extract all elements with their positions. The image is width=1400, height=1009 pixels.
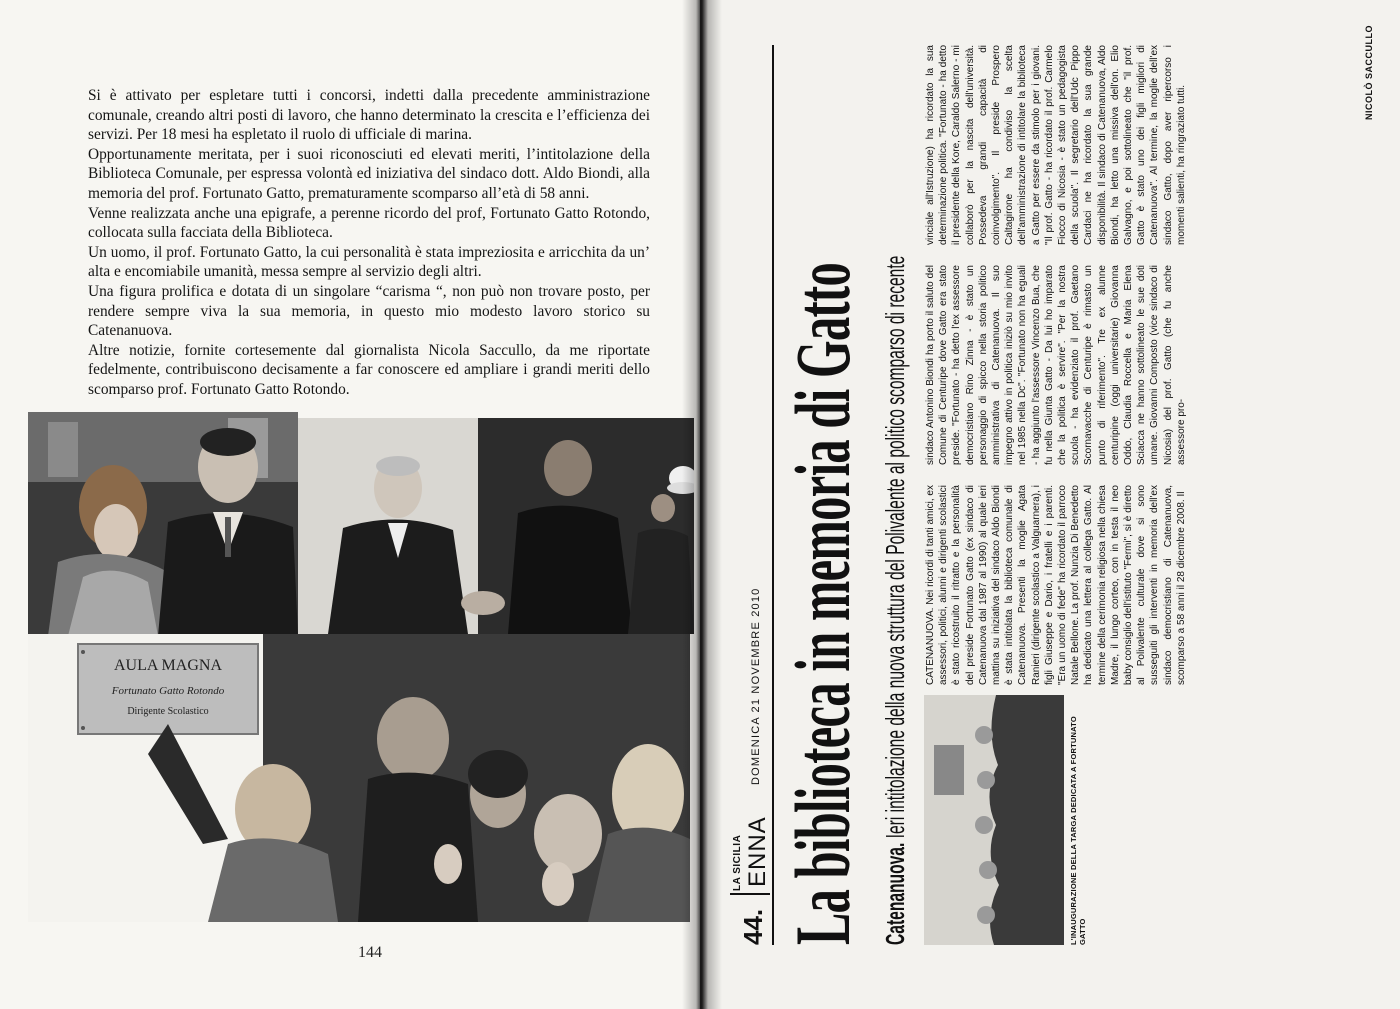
body-text xyxy=(88,86,650,400)
paragraph: Un uomo, il prof. Fortunato Gatto, la cui personalità è stata impreziosita e arricchita da un’ alta e encomiabile umanità, messa sempre al servizio degli altri. xyxy=(88,243,650,281)
photo-couple xyxy=(28,412,298,636)
byline: NICOLÒ SACCULLO xyxy=(1364,25,1374,120)
article-column: sindaco Antonino Biondi ha porto il saluto del Comune di Centuripe dove Gatto era stato preside. "Fortunato - ha detto l'ex assessore democristiano Rino Zinna - è stato un personaggio di spicco nella storia politico amministrativa di Catenanuova. Il suo impegno attivo in politica iniziò su mio invito nel 1985 nella Dc". "Fortunato non ha eguali - ha aggiunto l'assessore Vincenzo Bua, che fu nella Giunta Gatto - Da lui ho imparato che la politica è servire". "Per la nostra scuola - ha evidenziato il prof. Gaetano Scornavacche di Centuripe è rimasto un punto di riferimento". Tre ex alunne centuripine (oggi universitarie) Giovanna Oddo, Claudia Roccella e Maria Elena Sciacca ne hanno sottolineato le sue doti umane. Giovanni Composto (vice sindaco di Nicosia) del prof. Gatto (che fu anche assessore pro- xyxy=(925,265,1187,465)
book-gutter xyxy=(682,0,722,1009)
subhead-text: Ieri intitolazione della nuova struttura del Polivalente al politico scomparso di recente xyxy=(880,255,910,843)
newspaper-headline: La biblioteca in memoria di Gatto xyxy=(779,262,866,945)
paragraph: Altre notizie, fornite cortesemente dal giornalista Nicola Saccullo, da me riportate fedelmente, contribuiscono decisamente a far conoscere ed ampliare i grandi meriti dello scomparso prof. Fortunato Gatto Rotondo. xyxy=(88,341,650,398)
newspaper-section: ENNA xyxy=(744,816,771,887)
plaque-name: Fortunato Gatto Rotondo xyxy=(111,685,225,697)
newspaper-name: LA SICILIA xyxy=(732,834,743,891)
paragraph: Si è attivato per espletare tutti i concorsi, indetti dalla precedente amministrazione comunale, creando altri posti di lavoro, che hanno determinato la crescita e l’efficienza dei servizi. Per 18 mesi ha espletato il ruolo di ufficiale di marina. xyxy=(88,87,650,144)
photo-plaque-unveiling xyxy=(28,634,690,922)
paragraph: Venne realizzata anche una epigrafe, a perenne ricordo del prof, Fortunato Gatto Rotondo, collocata sulla facciata della Biblioteca. xyxy=(88,204,650,242)
paragraph: Una figura prolifica e dotata di un singolare “carisma “, non può non trovare posto, per rendere sempre viva la sua memoria, in questo mio modesto lavoro storico su Catenanuova. xyxy=(88,282,650,340)
paragraph: Opportunamente meritata, per i suoi riconosciuti ed elevati meriti, l’intitolazione della Biblioteca Comunale, per espressa volontà ed iniziativa del sindaco dott. Aldo Biondi, alla memoria del prof. Fortunato Gatto, prematuramente scomparso all’età di 58 anni. xyxy=(88,145,650,202)
newspaper-date: DOMENICA 21 NOVEMBRE 2010 xyxy=(750,587,762,785)
photo-handshake xyxy=(298,418,694,634)
photo-caption: L'INAUGURAZIONE DELLA TARGA DEDICATA A FORTUNATO GATTO xyxy=(1069,716,1087,945)
newspaper-header xyxy=(728,45,774,945)
newspaper-subhead xyxy=(880,45,910,945)
plaque-role: Dirigente Scolastico xyxy=(127,706,209,717)
article-columns xyxy=(924,25,1374,685)
newspaper-photo xyxy=(924,695,1064,945)
article-column: CATENANUOVA. Nei ricordi di tanti amici, ex assessori, politici, alunni e dirigenti scolastici è stato ricostruito il ritratto e la personalità del preside Fortunato Gatto (ex sindaco di Catenanuova dal 1987 al 1990) al quale ieri mattina su iniziativa del sindaco Aldo Biondi è stata intitolata la biblioteca comunale di Catenanuova. Presenti la moglie Agata Ranieri (dirigente scolastico a Valguarnera), i figli Giuseppe e Dario, i fratelli e i parenti. "Era un uomo di fede" ha ricordato il parroco Natale Bellone. La prof. Nunzia Di Benedetto ha dedicato una lettera al collega Gatto. Al termine della cerimonia religiosa nella chiesa Madre, il lungo corteo, con in testa il neo baby consiglio dell'istituto "Fermi", si è diretto al Polivalente culturale dove si sono susseguiti gli interventi in memoria dell'ex sindaco democristiano di Catenanuova, scomparso a 58 anni il 28 dicembre 2008. Il xyxy=(925,485,1187,685)
header-divider xyxy=(730,893,770,895)
subhead-town: Catenanuova. xyxy=(880,842,910,945)
newspaper-page-number: 44. xyxy=(738,908,768,945)
article-column: vinciale all'Istruzione) ha ricordato la sua determinazione politica. "Fortunato - ha detto il presidente della Kore, Caraldo Salerno - mi collaborò per la nascita dell'università. Possedeva grandi capacità di coinvolgimento". Il preside Prospero Caltagirone ha condiviso la scelta dell'amministrazione di intitolare la biblioteca a Gatto per essere da stimolo per i giovani. "Il prof. Gatto - ha ricordato il prof. Carmelo Fiocco di Nicosia - è stato un pedagogista della scuola". Il segretario dell'Udc Pippo Cardaci ne ha ricordato la sua grande disponibilità. Il sindaco di Catenanuova, Aldo Biondi, ha letto una missiva dell'on. Elio Galvagno, e poi sottolineato che "il prof. Gatto è stato uno dei figli migliori di Catenanuova". Al termine, la moglie dell'ex sindaco Gatto, dopo aver ripercorso i momenti salienti, ha ringraziato tutti. xyxy=(925,45,1187,245)
newspaper-clipping-page xyxy=(702,0,1400,1009)
page-number: 144 xyxy=(358,944,382,961)
plaque-title: AULA MAGNA xyxy=(114,657,222,674)
newspaper-clipping xyxy=(714,0,1394,985)
